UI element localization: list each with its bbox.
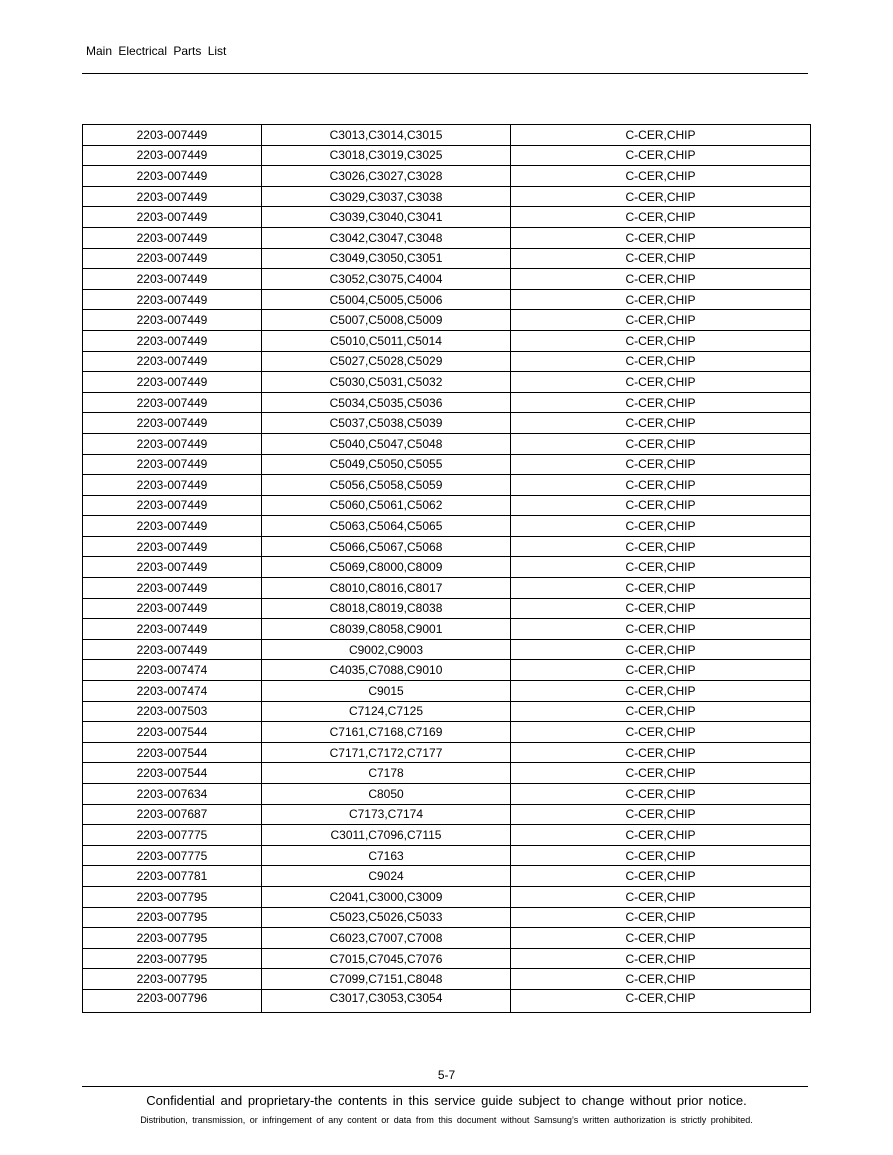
table-row bbox=[83, 969, 811, 990]
part-code-cell: 2203-007795 bbox=[83, 886, 262, 907]
location-cell: C3042,C3047,C3048 bbox=[262, 227, 511, 248]
distribution-notice: Distribution, transmission, or infringement of any content or data from this document without Samsung’s written authorization is strictly prohibited. bbox=[140, 1115, 753, 1125]
location-cell: C4035,C7088,C9010 bbox=[262, 660, 511, 681]
table-row bbox=[83, 660, 811, 681]
part-code-cell: 2203-007449 bbox=[83, 578, 262, 599]
table-row bbox=[83, 495, 811, 516]
table-row bbox=[83, 866, 811, 887]
table-row bbox=[83, 701, 811, 722]
location-cell: C3026,C3027,C3028 bbox=[262, 166, 511, 187]
description-cell: C-CER,CHIP bbox=[511, 310, 811, 331]
part-code-cell: 2203-007449 bbox=[83, 269, 262, 290]
table-row bbox=[83, 825, 811, 846]
table-row bbox=[83, 907, 811, 928]
table-row bbox=[83, 475, 811, 496]
table-row bbox=[83, 742, 811, 763]
description-cell: C-CER,CHIP bbox=[511, 742, 811, 763]
header-divider bbox=[82, 73, 808, 74]
table-row bbox=[83, 289, 811, 310]
table-row bbox=[83, 804, 811, 825]
description-cell: C-CER,CHIP bbox=[511, 619, 811, 640]
description-cell: C-CER,CHIP bbox=[511, 886, 811, 907]
part-code-cell: 2203-007449 bbox=[83, 557, 262, 578]
part-code-cell: 2203-007449 bbox=[83, 372, 262, 393]
description-cell: C-CER,CHIP bbox=[511, 392, 811, 413]
description-cell: C-CER,CHIP bbox=[511, 722, 811, 743]
part-code-cell: 2203-007449 bbox=[83, 248, 262, 269]
table-row bbox=[83, 413, 811, 434]
description-cell: C-CER,CHIP bbox=[511, 433, 811, 454]
location-cell: C7099,C7151,C8048 bbox=[262, 969, 511, 990]
location-cell: C5040,C5047,C5048 bbox=[262, 433, 511, 454]
table-row bbox=[83, 372, 811, 393]
table-row bbox=[83, 392, 811, 413]
parts-table-body bbox=[83, 125, 811, 1013]
description-cell: C-CER,CHIP bbox=[511, 578, 811, 599]
description-cell: C-CER,CHIP bbox=[511, 145, 811, 166]
description-cell: C-CER,CHIP bbox=[511, 248, 811, 269]
part-code-cell: 2203-007449 bbox=[83, 475, 262, 496]
location-cell: C5056,C5058,C5059 bbox=[262, 475, 511, 496]
part-code-cell: 2203-007449 bbox=[83, 351, 262, 372]
table-row bbox=[83, 433, 811, 454]
description-cell: C-CER,CHIP bbox=[511, 475, 811, 496]
location-cell: C7173,C7174 bbox=[262, 804, 511, 825]
location-cell: C9015 bbox=[262, 681, 511, 702]
description-cell: C-CER,CHIP bbox=[511, 804, 811, 825]
part-code-cell: 2203-007795 bbox=[83, 948, 262, 969]
location-cell: C5023,C5026,C5033 bbox=[262, 907, 511, 928]
table-row bbox=[83, 516, 811, 537]
location-cell: C6023,C7007,C7008 bbox=[262, 928, 511, 949]
description-cell: C-CER,CHIP bbox=[511, 763, 811, 784]
footer-divider bbox=[82, 1086, 808, 1087]
part-code-cell: 2203-007449 bbox=[83, 289, 262, 310]
description-cell: C-CER,CHIP bbox=[511, 495, 811, 516]
part-code-cell: 2203-007449 bbox=[83, 433, 262, 454]
location-cell: C5010,C5011,C5014 bbox=[262, 330, 511, 351]
page-number: 5-7 bbox=[437, 1068, 456, 1082]
part-code-cell: 2203-007544 bbox=[83, 763, 262, 784]
part-code-cell: 2203-007449 bbox=[83, 598, 262, 619]
part-code-cell: 2203-007775 bbox=[83, 825, 262, 846]
table-row bbox=[83, 186, 811, 207]
part-code-cell: 2203-007449 bbox=[83, 207, 262, 228]
table-row bbox=[83, 639, 811, 660]
part-code-cell: 2203-007449 bbox=[83, 454, 262, 475]
part-code-cell: 2203-007449 bbox=[83, 166, 262, 187]
description-cell: C-CER,CHIP bbox=[511, 372, 811, 393]
description-cell: C-CER,CHIP bbox=[511, 989, 811, 1012]
location-cell: C5007,C5008,C5009 bbox=[262, 310, 511, 331]
table-row bbox=[83, 330, 811, 351]
location-cell: C5037,C5038,C5039 bbox=[262, 413, 511, 434]
part-code-cell: 2203-007795 bbox=[83, 907, 262, 928]
parts-table bbox=[82, 124, 811, 1013]
table-row bbox=[83, 886, 811, 907]
location-cell: C5066,C5067,C5068 bbox=[262, 536, 511, 557]
part-code-cell: 2203-007474 bbox=[83, 660, 262, 681]
location-cell: C3011,C7096,C7115 bbox=[262, 825, 511, 846]
table-row bbox=[83, 989, 811, 1012]
part-code-cell: 2203-007795 bbox=[83, 969, 262, 990]
table-row bbox=[83, 310, 811, 331]
table-row bbox=[83, 619, 811, 640]
location-cell: C5069,C8000,C8009 bbox=[262, 557, 511, 578]
location-cell: C7015,C7045,C7076 bbox=[262, 948, 511, 969]
part-code-cell: 2203-007503 bbox=[83, 701, 262, 722]
description-cell: C-CER,CHIP bbox=[511, 166, 811, 187]
part-code-cell: 2203-007544 bbox=[83, 722, 262, 743]
table-row bbox=[83, 351, 811, 372]
location-cell: C7178 bbox=[262, 763, 511, 784]
part-code-cell: 2203-007796 bbox=[83, 989, 262, 1012]
location-cell: C3039,C3040,C3041 bbox=[262, 207, 511, 228]
location-cell: C3013,C3014,C3015 bbox=[262, 125, 511, 146]
location-cell: C5004,C5005,C5006 bbox=[262, 289, 511, 310]
table-row bbox=[83, 845, 811, 866]
location-cell: C3017,C3053,C3054 bbox=[262, 989, 511, 1012]
location-cell: C7161,C7168,C7169 bbox=[262, 722, 511, 743]
description-cell: C-CER,CHIP bbox=[511, 681, 811, 702]
location-cell: C2041,C3000,C3009 bbox=[262, 886, 511, 907]
part-code-cell: 2203-007795 bbox=[83, 928, 262, 949]
part-code-cell: 2203-007775 bbox=[83, 845, 262, 866]
description-cell: C-CER,CHIP bbox=[511, 825, 811, 846]
description-cell: C-CER,CHIP bbox=[511, 784, 811, 805]
description-cell: C-CER,CHIP bbox=[511, 516, 811, 537]
table-row bbox=[83, 166, 811, 187]
table-row bbox=[83, 227, 811, 248]
table-row bbox=[83, 578, 811, 599]
part-code-cell: 2203-007449 bbox=[83, 330, 262, 351]
confidential-notice: Confidential and proprietary-the contents in this service guide subject to change without prior notice. bbox=[146, 1093, 747, 1108]
table-row bbox=[83, 207, 811, 228]
part-code-cell: 2203-007449 bbox=[83, 125, 262, 146]
location-cell: C3049,C3050,C3051 bbox=[262, 248, 511, 269]
description-cell: C-CER,CHIP bbox=[511, 125, 811, 146]
part-code-cell: 2203-007687 bbox=[83, 804, 262, 825]
location-cell: C8039,C8058,C9001 bbox=[262, 619, 511, 640]
description-cell: C-CER,CHIP bbox=[511, 557, 811, 578]
location-cell: C8010,C8016,C8017 bbox=[262, 578, 511, 599]
location-cell: C7171,C7172,C7177 bbox=[262, 742, 511, 763]
location-cell: C3018,C3019,C3025 bbox=[262, 145, 511, 166]
part-code-cell: 2203-007449 bbox=[83, 619, 262, 640]
part-code-cell: 2203-007634 bbox=[83, 784, 262, 805]
location-cell: C9002,C9003 bbox=[262, 639, 511, 660]
part-code-cell: 2203-007449 bbox=[83, 227, 262, 248]
table-row bbox=[83, 763, 811, 784]
table-row bbox=[83, 928, 811, 949]
table-row bbox=[83, 269, 811, 290]
table-row bbox=[83, 681, 811, 702]
description-cell: C-CER,CHIP bbox=[511, 701, 811, 722]
location-cell: C5034,C5035,C5036 bbox=[262, 392, 511, 413]
description-cell: C-CER,CHIP bbox=[511, 928, 811, 949]
description-cell: C-CER,CHIP bbox=[511, 413, 811, 434]
table-row bbox=[83, 125, 811, 146]
location-cell: C3029,C3037,C3038 bbox=[262, 186, 511, 207]
description-cell: C-CER,CHIP bbox=[511, 639, 811, 660]
location-cell: C9024 bbox=[262, 866, 511, 887]
description-cell: C-CER,CHIP bbox=[511, 845, 811, 866]
description-cell: C-CER,CHIP bbox=[511, 351, 811, 372]
part-code-cell: 2203-007449 bbox=[83, 495, 262, 516]
description-cell: C-CER,CHIP bbox=[511, 907, 811, 928]
location-cell: C7163 bbox=[262, 845, 511, 866]
table-row bbox=[83, 784, 811, 805]
description-cell: C-CER,CHIP bbox=[511, 330, 811, 351]
table-row bbox=[83, 454, 811, 475]
description-cell: C-CER,CHIP bbox=[511, 289, 811, 310]
description-cell: C-CER,CHIP bbox=[511, 269, 811, 290]
part-code-cell: 2203-007449 bbox=[83, 639, 262, 660]
part-code-cell: 2203-007449 bbox=[83, 186, 262, 207]
location-cell: C5030,C5031,C5032 bbox=[262, 372, 511, 393]
table-row bbox=[83, 948, 811, 969]
part-code-cell: 2203-007449 bbox=[83, 516, 262, 537]
table-row bbox=[83, 557, 811, 578]
description-cell: C-CER,CHIP bbox=[511, 227, 811, 248]
table-row bbox=[83, 145, 811, 166]
description-cell: C-CER,CHIP bbox=[511, 186, 811, 207]
description-cell: C-CER,CHIP bbox=[511, 598, 811, 619]
location-cell: C7124,C7125 bbox=[262, 701, 511, 722]
part-code-cell: 2203-007781 bbox=[83, 866, 262, 887]
part-code-cell: 2203-007449 bbox=[83, 392, 262, 413]
location-cell: C5027,C5028,C5029 bbox=[262, 351, 511, 372]
table-row bbox=[83, 598, 811, 619]
description-cell: C-CER,CHIP bbox=[511, 969, 811, 990]
location-cell: C8050 bbox=[262, 784, 511, 805]
table-row bbox=[83, 248, 811, 269]
description-cell: C-CER,CHIP bbox=[511, 660, 811, 681]
description-cell: C-CER,CHIP bbox=[511, 454, 811, 475]
location-cell: C3052,C3075,C4004 bbox=[262, 269, 511, 290]
part-code-cell: 2203-007544 bbox=[83, 742, 262, 763]
description-cell: C-CER,CHIP bbox=[511, 536, 811, 557]
location-cell: C5060,C5061,C5062 bbox=[262, 495, 511, 516]
part-code-cell: 2203-007449 bbox=[83, 145, 262, 166]
part-code-cell: 2203-007449 bbox=[83, 536, 262, 557]
description-cell: C-CER,CHIP bbox=[511, 866, 811, 887]
location-cell: C5049,C5050,C5055 bbox=[262, 454, 511, 475]
table-row bbox=[83, 536, 811, 557]
description-cell: C-CER,CHIP bbox=[511, 948, 811, 969]
location-cell: C5063,C5064,C5065 bbox=[262, 516, 511, 537]
page-header-title: Main Electrical Parts List bbox=[86, 44, 227, 58]
description-cell: C-CER,CHIP bbox=[511, 207, 811, 228]
table-row bbox=[83, 722, 811, 743]
part-code-cell: 2203-007449 bbox=[83, 310, 262, 331]
part-code-cell: 2203-007449 bbox=[83, 413, 262, 434]
location-cell: C8018,C8019,C8038 bbox=[262, 598, 511, 619]
part-code-cell: 2203-007474 bbox=[83, 681, 262, 702]
